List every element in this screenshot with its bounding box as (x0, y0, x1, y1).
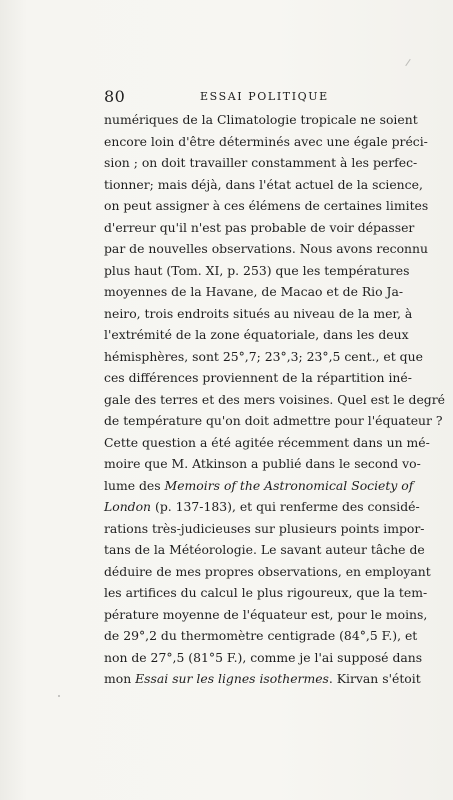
text-line-16: Cette question a été agitée récemment dans un mé- (104, 434, 430, 450)
text-line-15: de température qu'on doit admettre pour l'équateur ? (104, 413, 443, 428)
text-line-23: les artifices du calcul le plus rigoureux, que la tem- (104, 585, 428, 600)
text-line-22: déduire de mes propres observations, en employant (104, 563, 431, 579)
text-line-13: ces différences proviennent de la répartition iné- (104, 370, 412, 385)
text-line-19: London (p. 137-183), et qui renferme des considé- (104, 499, 420, 514)
text-line-27: mon Essai sur les lignes isothermes. Kirvan s'étoit (104, 671, 421, 686)
text-line-14: gale des terres et des mers voisines. Quel est le degré (104, 391, 445, 407)
text-line-8: plus haut (Tom. XI, p. 253) que les températures (104, 262, 410, 278)
page-header (104, 87, 402, 106)
text-line-21: tans de la Météorologie. Le savant auteur tâche de (104, 542, 425, 557)
text-line-24: pérature moyenne de l'équateur est, pour le moins, (104, 606, 428, 622)
text-line-1: numériques de la Climatologie tropicale ne soient (104, 112, 418, 127)
text-line-5: on peut assigner à ces élémens de certaines limites (104, 198, 429, 213)
text-line-25: de 29°,2 du thermomètre centigrade (84°,5 F.), et (104, 628, 418, 643)
running-title: ESSAI POLITIQUE (200, 90, 329, 103)
text-line-26: non de 27°,5 (81°5 F.), comme je l'ai supposé dans (104, 649, 423, 665)
text-line-10: neiro, trois endroits situés au niveau de la mer, à (104, 305, 413, 321)
paper-speck (58, 695, 60, 697)
paper-mark (405, 59, 410, 66)
text-line-9: moyennes de la Havane, de Macao et de Rio Ja- (104, 284, 404, 299)
text-line-7: par de nouvelles observations. Nous avons reconnu (104, 241, 429, 256)
text-line-12: hémisphères, sont 25°,7; 23°,3; 23°,5 cent., et que (104, 348, 423, 364)
text-line-20: rations très-judicieuses sur plusieurs points impor- (104, 520, 425, 536)
text-line-6: d'erreur qu'il n'est pas probable de voir dépasser (104, 219, 415, 235)
text-line-3: sion ; on doit travailler constamment à les perfec- (104, 155, 418, 170)
text-line-11: l'extrémité de la zone équatoriale, dans les deux (104, 327, 409, 342)
text-line-18: lume des Memoirs of the Astronomical Society of (104, 477, 414, 493)
body-text (104, 109, 445, 690)
text-line-4: tionner; mais déjà, dans l'état actuel de la science, (104, 176, 423, 192)
page-number: 80 (104, 87, 126, 106)
text-line-2: encore loin d'être déterminés avec une égale préci- (104, 133, 428, 149)
text-line-17: moire que M. Atkinson a publié dans le second vo- (104, 456, 421, 471)
